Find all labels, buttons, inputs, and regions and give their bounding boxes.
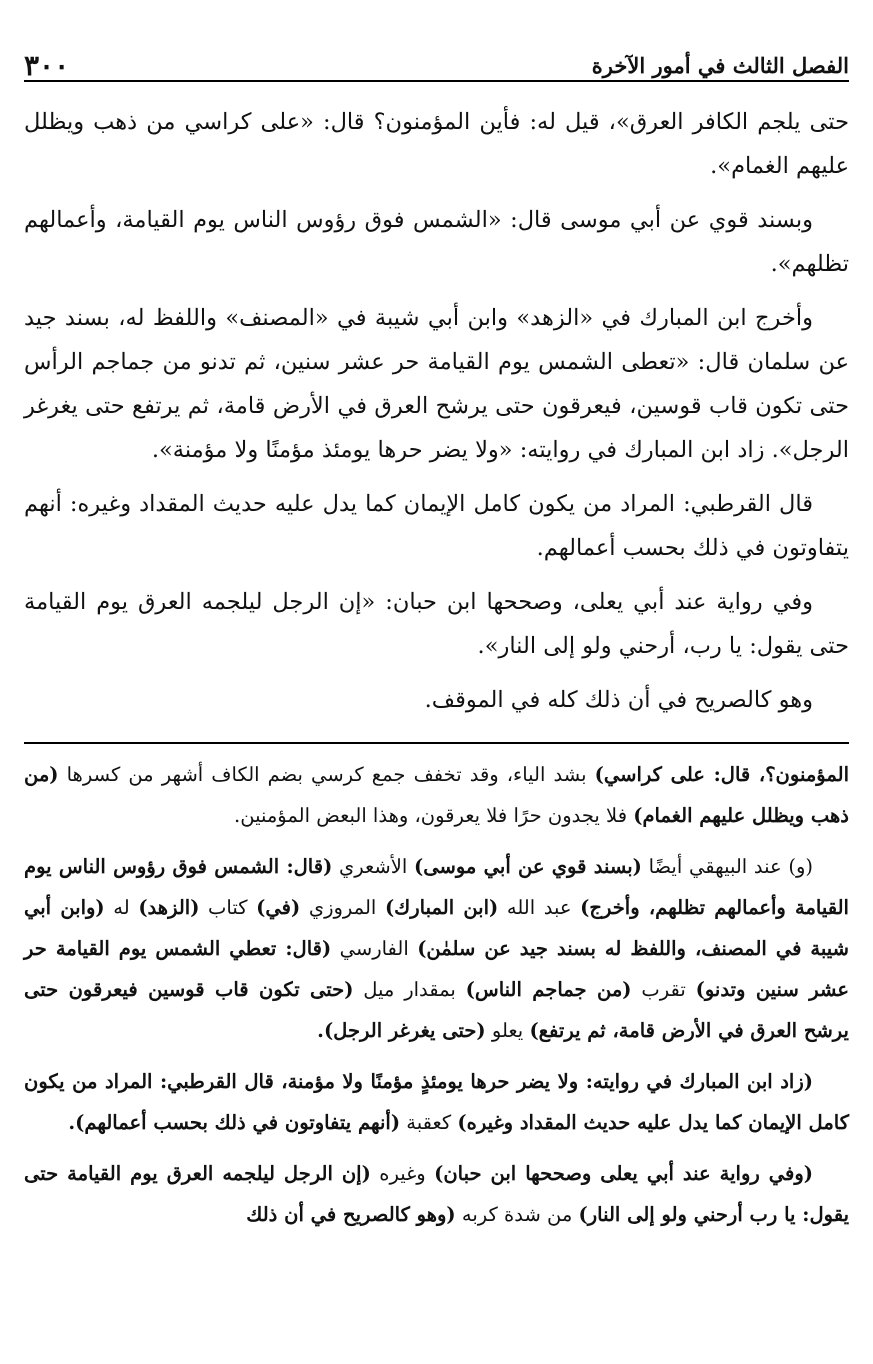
quoted-text: (قال: تعطي الشمس يوم القيامة حر عشر سنين وتدنو) xyxy=(24,937,849,1001)
gloss-text: الأشعري xyxy=(332,855,415,878)
gloss-text: بمقدار ميل xyxy=(353,978,466,1001)
quoted-text: (من جماجم الناس) xyxy=(465,978,632,1001)
gloss-text: (و) عند البيهقي أيضًا xyxy=(641,855,813,878)
main-paragraph: وهو كالصريح في أن ذلك كله في الموقف. xyxy=(424,687,813,713)
main-paragraph: وبسند قوي عن أبي موسى قال: «الشمس فوق رؤوس الناس يوم القيامة، وأعمالهم تظلهم». xyxy=(24,207,849,277)
book-page xyxy=(24,40,849,1344)
main-paragraph: وأخرج ابن المبارك في «الزهد» وابن أبي شيبة في «المصنف» واللفظ له، بسند جيد عن سلمان قال: «تعطى الشمس يوم القيامة حر عشر سنين، ثم تدنو من جماجم الرأس حتى تكون قاب قوسين، فيعرقون حتى يرشح العرق في الأرض قامة، ثم يرتفع حتى يغرغر الرجل». زاد ابن المبارك في روايته: «ولا يضر حرها يومئذ مؤمنًا ولا مؤمنة». xyxy=(24,305,849,463)
page-number: ٣٠٠ xyxy=(24,49,70,82)
quoted-text: (وفي رواية عند أبي يعلى وصححها ابن حبان) xyxy=(434,1162,813,1185)
gloss-text: بشد الياء، وقد تخفف جمع كرسي بضم الكاف أشهر من كسرها xyxy=(58,763,595,786)
quoted-text: المؤمنون؟، قال: على كراسي) xyxy=(594,763,849,786)
commentary-paragraph xyxy=(24,1061,849,1143)
gloss-text: عبد الله xyxy=(498,896,581,919)
quoted-text: (من ذهب ويظلل عليهم الغمام) xyxy=(24,763,849,827)
commentary xyxy=(24,754,849,1235)
gloss-text: الفارسي xyxy=(331,937,418,960)
quoted-text: (إن الرجل ليلجمه العرق يوم القيامة حتى يقول: يا رب أرحني ولو إلى النار) xyxy=(24,1162,849,1226)
gloss-text: له xyxy=(104,896,139,919)
quoted-text: (وابن أبي شيبة في المصنف، واللفظ له بسند جيد عن سلمٰن) xyxy=(24,896,849,960)
page-header xyxy=(24,40,849,82)
quoted-text: (أنهم يتفاوتون في ذلك بحسب أعمالهم). xyxy=(68,1111,401,1134)
gloss-text: فلا يجدون حرًا فلا يعرقون، وهذا البعض المؤمنين. xyxy=(234,804,634,827)
commentary-divider xyxy=(24,742,849,744)
main-text xyxy=(24,100,849,722)
quoted-text: (الزهد) xyxy=(138,896,200,919)
main-paragraph: قال القرطبي: المراد من يكون كامل الإيمان كما يدل عليه حديث المقداد وغيره: أنهم يتفاوتون في ذلك بحسب أعمالهم. xyxy=(24,491,849,561)
gloss-text: المروزي xyxy=(300,896,385,919)
commentary-paragraph xyxy=(24,754,849,836)
gloss-text: من شدة كربه xyxy=(455,1203,579,1226)
quoted-text: (ابن المبارك) xyxy=(384,896,499,919)
gloss-text: كتاب xyxy=(199,896,257,919)
gloss-text: يعلو xyxy=(485,1019,530,1042)
quoted-text: (حتى يغرغر الرجل). xyxy=(317,1019,486,1042)
quoted-text: (حتى تكون قاب قوسين فيعرقون حتى يرشح العرق في الأرض قامة، ثم يرتفع) xyxy=(24,978,849,1042)
main-paragraph: وفي رواية عند أبي يعلى، وصححها ابن حبان: «إن الرجل ليلجمه العرق يوم القيامة حتى يقول: يا رب، أرحني ولو إلى النار». xyxy=(24,589,849,659)
gloss-text: وغيره xyxy=(370,1162,435,1185)
commentary-paragraph xyxy=(24,1153,849,1235)
quoted-text: (زاد ابن المبارك في روايته: ولا يضر حرها يومئذٍ مؤمنًا ولا مؤمنة، قال القرطبي: المراد من يكون كامل الإيمان كما يدل عليه حديث المقداد وغيره) xyxy=(24,1070,849,1134)
gloss-text: تقرب xyxy=(631,978,696,1001)
gloss-text: كعقبة xyxy=(400,1111,458,1134)
quoted-text: (وهو كالصريح في أن ذلك xyxy=(246,1203,456,1226)
quoted-text: (بسند قوي عن أبي موسى) xyxy=(414,855,642,878)
quoted-text: (في) xyxy=(256,896,301,919)
running-title: الفصل الثالث في أمور الآخرة xyxy=(591,53,849,78)
commentary-paragraph xyxy=(24,846,849,1051)
main-paragraph: حتى يلجم الكافر العرق»، قيل له: فأين المؤمنون؟ قال: «على كراسي من ذهب ويظلل عليهم الغمام». xyxy=(24,109,849,179)
quoted-text: (قال: الشمس فوق رؤوس الناس يوم القيامة وأعمالهم تظلهم، وأخرج) xyxy=(24,855,849,919)
